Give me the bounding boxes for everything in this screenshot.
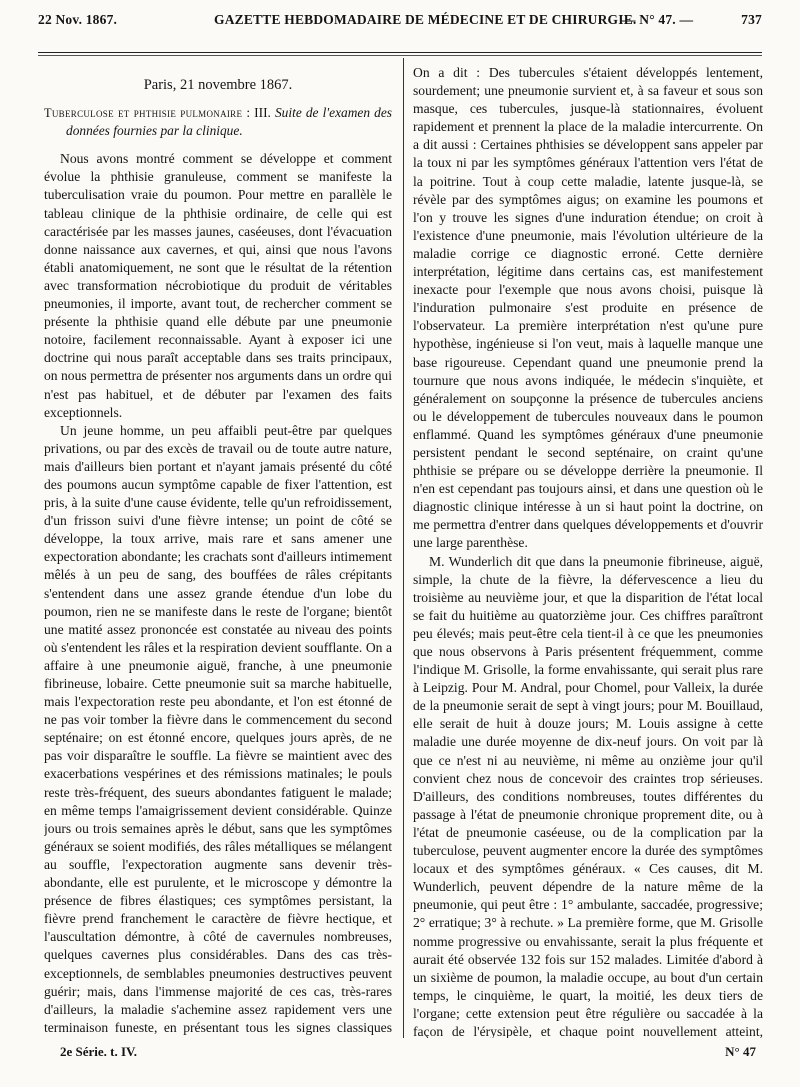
paragraph: M. Wunderlich dit que dans la pneumonie fibrineuse, aiguë, simple, la chute de la fièvre, la défervescence a lieu du troisième au neuvième jour, et que la disparition de l'état local se fait du huitième au quatorzième jour. Ces chiffres paraîtront peu élevés; mais peut-être cela tient-il à ce que les pneumonies que nous observons à Paris présentent fréquemment, comme l'indique M. Grisolle, la forme envahissante, qui serait plus rare à Leipzig. Pour M. Andral, pour Chomel, pour Valleix, la durée de la pneumonie serait de sept à vingt jours; pour M. Bouillaud, elle serait de huit à douze jours; M. Louis assigne à cette maladie une durée moyenne de dix-neuf jours. On voit par là que ce n'est ni au neuvième, ni même au onzième jour qu'il convient chez nous de concevoir des craintes trop sérieuses. D'ailleurs, des conditions nombreuses, toutes différentes du passage à l'état de pneumonie chronique proprement dite, ou à l'état de pneumonie caséeuse, ou de la complication par la tuberculose, peuvent augmenter encore la durée des symptômes locaux et des symptômes généraux. « Ces causes, dit M. Wunderlich, peuvent dépendre de la nature même de la pneumonie, qui peut être : 1° ambulante, saccadée, progressive; 2° erratique; 3° à rechute. » La première forme, que M. Grisolle nomme progressive ou envahissante, serait la plus fréquente et aurait été observée 132 fois sur 152 malades. Limitée d'abord à un sixième de poumon, la maladie occupe, au bout d'un certain temps, le cinquième, le quart, la moitié, les deux tiers de l'organe; cette extension peut être régulière ou saccadée à la façon de l'érysipèle, et chaque point nouvellement atteint, [413,553,763,1038]
page-number: 737 [741,12,762,27]
left-column [44,72,392,1038]
paragraph: On a dit : Des tubercules s'étaient développés lentement, sourdement; une pneumonie survient et, à sa faveur et sous son masque, ces tubercules, jusque-là stationnaires, évoluent rapidement et prennent la place de la maladie intercurrente. On a dit aussi : Certaines phthisies se développent sans appeler par la toux ni par les symptômes généraux l'attention vers l'état de la poitrine. Tout à coup cette maladie, latente jusque-là, se révèle par des symptômes aigus; on examine les poumons et l'on y trouve les signes d'une induration étendue; on croit à l'existence d'une pneumonie, mais l'évolution ultérieure de la maladie corrige ce diagnostic erroné. Cette dernière interprétation, légitime dans certains cas, est manifestement inexacte pour l'exemple que nous avons choisi, puisque là l'induration pulmonaire s'est produite en présence de l'observateur. La première interprétation n'est qu'une pure hypothèse, ingénieuse si l'on veut, mais à laquelle manque une base rigoureuse. Cependant quand une pneumonie prend la tournure que nous avons indiquée, le médecin s'inquiète, et généralement on soupçonne la présence de tubercules anciens ou le développement de tubercules nouveaux dans le poumon enflammé. Quand les symptômes généraux d'une pneumonie persistent pendant le second septénaire, on craint qu'une phthisie se prépare ou se développe derrière la pneumonie. Il n'en est cependant pas toujours ainsi, et dans une question où le diagnostic clinique intéresse à un si haut point la doctrine, on me permettra d'entrer dans quelques développements et d'ouvrir une large parenthèse. [413,65,763,551]
header-rule [38,52,762,53]
rubric-caps: Tuberculose et phthisie pulmonaire [44,106,243,121]
issue-number: — N° 47. — [622,12,694,27]
rubric-subtitle: Suite de l'examen des données fournies par la clinique. [66,105,392,139]
article-rubric [44,104,392,140]
paragraph: Un jeune homme, un peu affaibli peut-être par quelques privations, ou par des excès de travail ou de toute autre nature, mais d'ailleurs bien portant et n'ayant jamais présenté du côté des poumons aucun symptôme capable de fixer l'attention, est pris, à la suite d'une cause évidente, telle qu'un refroidissement, d'un frisson suivi d'une fièvre intense; un point de côté se développe, la toux arrive, mais rare et sans amener une expectoration abondante; les crachats sont d'ailleurs intimement mêlés à un peu de sang, des bouffées de râles crépitants s'entendent dans une assez grande étendue d'un lobe du poumon, rien ne se manifeste dans le reste de l'organe; bientôt une matité assez prononcée est constatée au niveau des points où s'entendent les râles et la respiration devient soufflante. On a affaire à une pneumonie aiguë, franche, à une pneumonie fibrineuse, lobaire. Cette pneumonie suit sa marche habituelle, mais l'expectoration reste peu abondante, et l'on est étonné de ne pas voir tomber la fièvre dans le commencement du second septénaire; on est étonné encore, quelques jours après, de ne pas voir disparaître le souffle. La fièvre se maintient avec des exacerbations vespérines et des rémissions matinales; le pouls reste très-fréquent, des sueurs abondantes fatiguent le malade; en même temps l'amaigrissement devient considérable. Quinze jours ou trois semaines après le début, sans que les symptômes généraux se soient modifiés, des râles métalliques se mélangent au souffle, l'expectoration augmente sans devenir très-abondante, elle est purulente, et le microscope y démontre la présence de fibres élastiques; ces symptômes persistant, la fièvre prend franchement le caractère de fièvre hectique, et l'auscultation démontre, à côté de cavernules nombreuses, quelques cavernes plus considérables. Dans des cas très-exceptionnels, de semblables pneumonies destructives peuvent guérir; mais, dans l'immense majorité de ces cas, très-rares d'ailleurs, la maladie s'achemine assez rapidement vers une terminaison funeste, en présentant tous les signes classiques [44,422,392,1035]
footer-issue-number: N° 47 [725,1044,756,1059]
column-divider [403,58,404,1038]
paragraph: Nous avons montré comment se développe et comment évolue la phthisie granuleuse, comment se manifeste la tuberculisation vraie du poumon. Pour mettre en parallèle le tableau clinique de la phthisie ordinaire, de celle qui est caractérisée par les masses jaunes, caséeuses, dont l'évacuation donne naissance aux cavernes, et qui, ainsi que nous l'avons établi anatomiquement, ne sont que le résultat de la rétention avec transformation nécrobiotique du produit de véritables pneumonies, il importe, avant tout, de rechercher comment se présente la phthisie quand elle débute par une pneumonie notoire, facilement reconnaissable. Ayant à exposer ici une doctrine qui nous paraît acceptable dans ses traits principaux, on nous permettra de présenter nos arguments dans un ordre qui n'est pas habituel, et de débuter par l'examen des faits exceptionnels. [44,151,392,420]
series-volume: 2e Série. t. IV. [60,1044,138,1059]
rubric-separator: : III. [242,105,275,121]
right-column [413,64,763,1038]
header-rule-secondary [38,55,762,56]
header-date: 22 Nov. 1867. [38,12,118,27]
journal-title: GAZETTE HEBDOMADAIRE DE MÉDECINE ET DE CHIRURGIE. [214,12,637,27]
article-dateline: Paris, 21 novembre 1867. [143,77,293,93]
page-header [38,6,762,32]
